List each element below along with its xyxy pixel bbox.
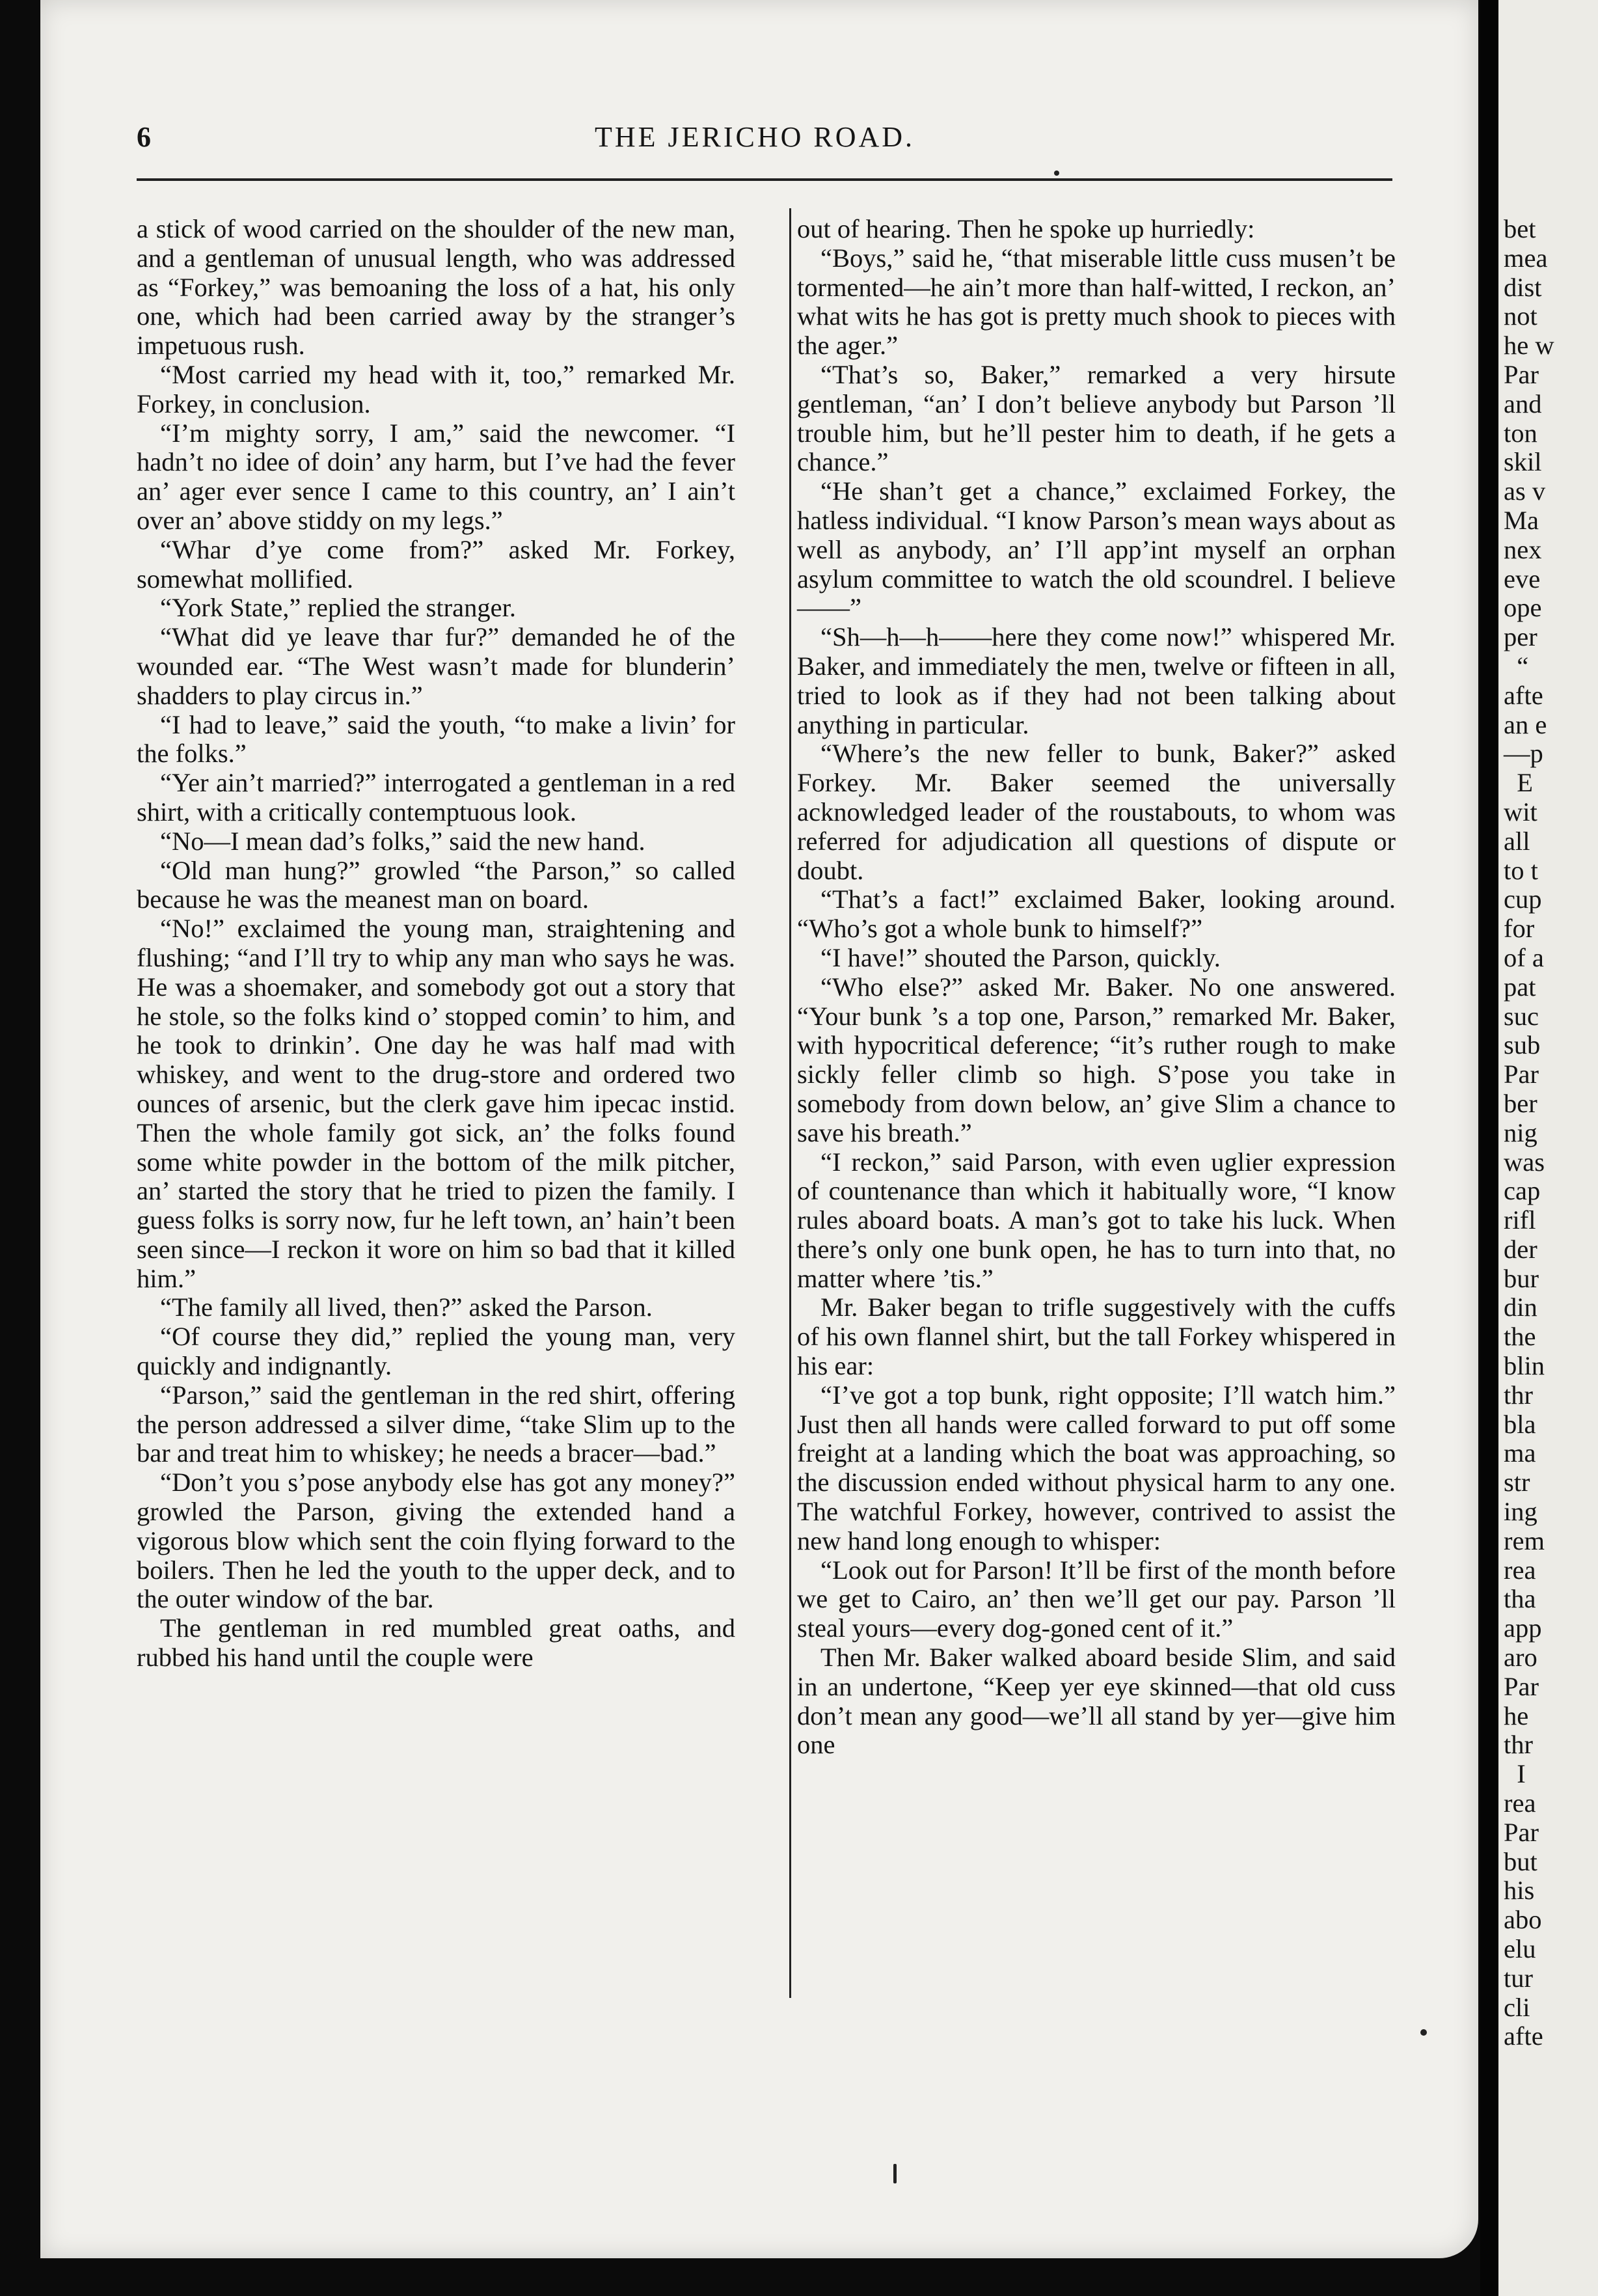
- paragraph: “I’ve got a top bunk, right opposite; I’ll watch him.” Just then all hands were called forward to put off some freight at a landing which the boat was approaching, so the discussion ended without physical harm to any one. The watchful Forkey, however, contrived to assist the new hand long enough to whisper:: [797, 1380, 1396, 1555]
- page-number: 6: [137, 121, 151, 153]
- header-rule: [137, 178, 1392, 181]
- paragraph: “I had to leave,” said the youth, “to make a livin’ for the folks.”: [137, 709, 735, 769]
- paragraph: “The family all lived, then?” asked the Parson.: [160, 1292, 653, 1322]
- ink-speck: [893, 2164, 897, 2183]
- ink-speck: [1054, 171, 1059, 176]
- paragraph: Then Mr. Baker walked aboard beside Slim, and said in an undertone, “Keep yer eye skinned—that old cuss don’t mean any good—we’ll all stand by yer—give him one: [797, 1643, 1396, 1760]
- paragraph: “Whar d’ye come from?” asked Mr. Forkey, somewhat mollified.: [137, 534, 735, 594]
- paragraph: “Who else?” asked Mr. Baker. No one answered. “Your bunk ’s a top one, Parson,” remarked Mr. Baker, with hypocritical deference; “it’s ruther rough to make sickly feller climb so high. S’pose you take in somebody from down below, an’ give Slim a chance to save his breath.”: [797, 972, 1396, 1147]
- paragraph: “I reckon,” said Parson, with even uglier expression of countenance than which it habitually wore, “I know rules aboard boats. A man’s got to take his luck. When there’s only one bunk open, he has to turn into that, no matter where ’tis.”: [797, 1147, 1396, 1293]
- text-column-left: [137, 215, 735, 1673]
- paragraph: The gentleman in red mumbled great oaths, and rubbed his hand until the couple were: [137, 1613, 735, 1673]
- paragraph: “Most carried my head with it, too,” remarked Mr. Forkey, in conclusion.: [137, 359, 735, 418]
- paragraph: “I have!” shouted the Parson, quickly.: [820, 942, 1221, 972]
- text-column-right: [797, 215, 1396, 1760]
- paragraph: “York State,” replied the stranger.: [160, 593, 516, 623]
- paragraph: “No—I mean dad’s folks,” said the new hand.: [160, 826, 645, 856]
- paragraph: “Look out for Parson! It’ll be first of the month before we get to Cairo, an’ then we’ll get our pay. Parson ’ll steal yours—every dog-goned cent of it.”: [797, 1555, 1396, 1643]
- column-divider: [789, 208, 791, 1998]
- page-gutter: [1480, 0, 1498, 2296]
- paragraph: “Of course they did,” replied the young man, very quickly and indignantly.: [137, 1322, 735, 1381]
- paragraph: out of hearing. Then he spoke up hurriedly:: [797, 214, 1255, 243]
- running-title: THE JERICHO ROAD.: [594, 121, 915, 153]
- ink-speck: [1420, 2029, 1427, 2036]
- paragraph: “Parson,” said the gentleman in the red shirt, offering the person addressed a silver dime, “take Slim up to the bar and treat him to whiskey; he needs a bracer—bad.”: [137, 1380, 735, 1468]
- paragraph: “Don’t you s’pose anybody else has got any money?” growled the Parson, giving the extended hand a vigorous blow which sent the coin flying forward to the boilers. Then he led the youth to the upper deck, and to the outer window of the bar.: [137, 1468, 735, 1614]
- paragraph: “He shan’t get a chance,” exclaimed Forkey, the hatless individual. “I know Parson’s mean ways about as well as anybody, an’ I’ll app’int myself an orphan asylum committee to watch the old scoundrel. I believe——”: [797, 476, 1396, 623]
- adjacent-page-text: bet mea dist not he w Par and ton skil as v Ma nex eve ope per “ afte an e —p E wit all to t cup for of a pat suc sub Par ber nig was cap rifl der bur din the blin thr bla ma str ing rem rea tha app aro Par he thr I rea Par but his abo elu tur cli afte: [1504, 214, 1554, 2051]
- paragraph: “That’s so, Baker,” remarked a very hirsute gentleman, “an’ I don’t believe anybody but Parson ’ll trouble him, but he’ll pester him to death, if he gets a chance.”: [797, 359, 1396, 477]
- paragraph: “What did ye leave thar fur?” demanded he of the wounded ear. “The West wasn’t made for blunderin’ shadders to play circus in.”: [137, 622, 735, 710]
- paragraph: “That’s a fact!” exclaimed Baker, looking around. “Who’s got a whole bunk to himself?”: [797, 884, 1396, 944]
- paragraph: “Old man hung?” growled “the Parson,” so called because he was the meanest man on board.: [137, 855, 735, 914]
- paragraph: “Where’s the new feller to bunk, Baker?” asked Forkey. Mr. Baker seemed the universally acknowledged leader of the roustabouts, to whom was referred for adjudication all questions of dispute or doubt.: [797, 739, 1396, 885]
- adjacent-page-edge: [1498, 0, 1598, 2296]
- paragraph: “Sh—h—h——here they come now!” whispered Mr. Baker, and immediately the men, twelve or fifteen in all, tried to look as if they had not been talking about anything in particular.: [797, 622, 1396, 739]
- paragraph: “No!” exclaimed the young man, straightening and flushing; “and I’ll try to whip any man who says he was. He was a shoemaker, and somebody got out a story that he stole, so the folks kind o’ stopped comin’ to him, and he took to drinkin’. One day he was half mad with whiskey, and went to the drug-store and ordered two ounces of arsenic, but the clerk gave him ipecac instid. Then the whole family got sick, an’ the folks found some white powder in the bottom of the milk pitcher, an’ started the story that he tried to pizen the family. I guess folks is sorry now, fur he left town, an’ hain’t been seen since—I reckon it wore on him so bad that it killed him.”: [137, 914, 735, 1293]
- paragraph: “Boys,” said he, “that miserable little cuss musen’t be tormented—he ain’t more than half-witted, I reckon, an’ what wits he has got is pretty much shook to pieces with the ager.”: [797, 243, 1396, 361]
- paragraph: a stick of wood carried on the shoulder of the new man, and a gentleman of unusual length, who was addressed as “Forkey,” was bemoaning the loss of a hat, his only one, which had been carried away by the stranger’s impetuous rush.: [137, 214, 735, 361]
- paragraph: “Yer ain’t married?” interrogated a gentleman in a red shirt, with a critically contemptuous look.: [137, 768, 735, 827]
- paragraph: “I’m mighty sorry, I am,” said the newcomer. “I hadn’t no idee of doin’ any harm, but I’ve had the fever an’ ager ever sence I came to this country, an’ I ain’t over an’ above stiddy on my legs.”: [137, 418, 735, 535]
- paragraph: Mr. Baker began to trifle suggestively with the cuffs of his own flannel shirt, but the tall Forkey whispered in his ear:: [797, 1292, 1396, 1381]
